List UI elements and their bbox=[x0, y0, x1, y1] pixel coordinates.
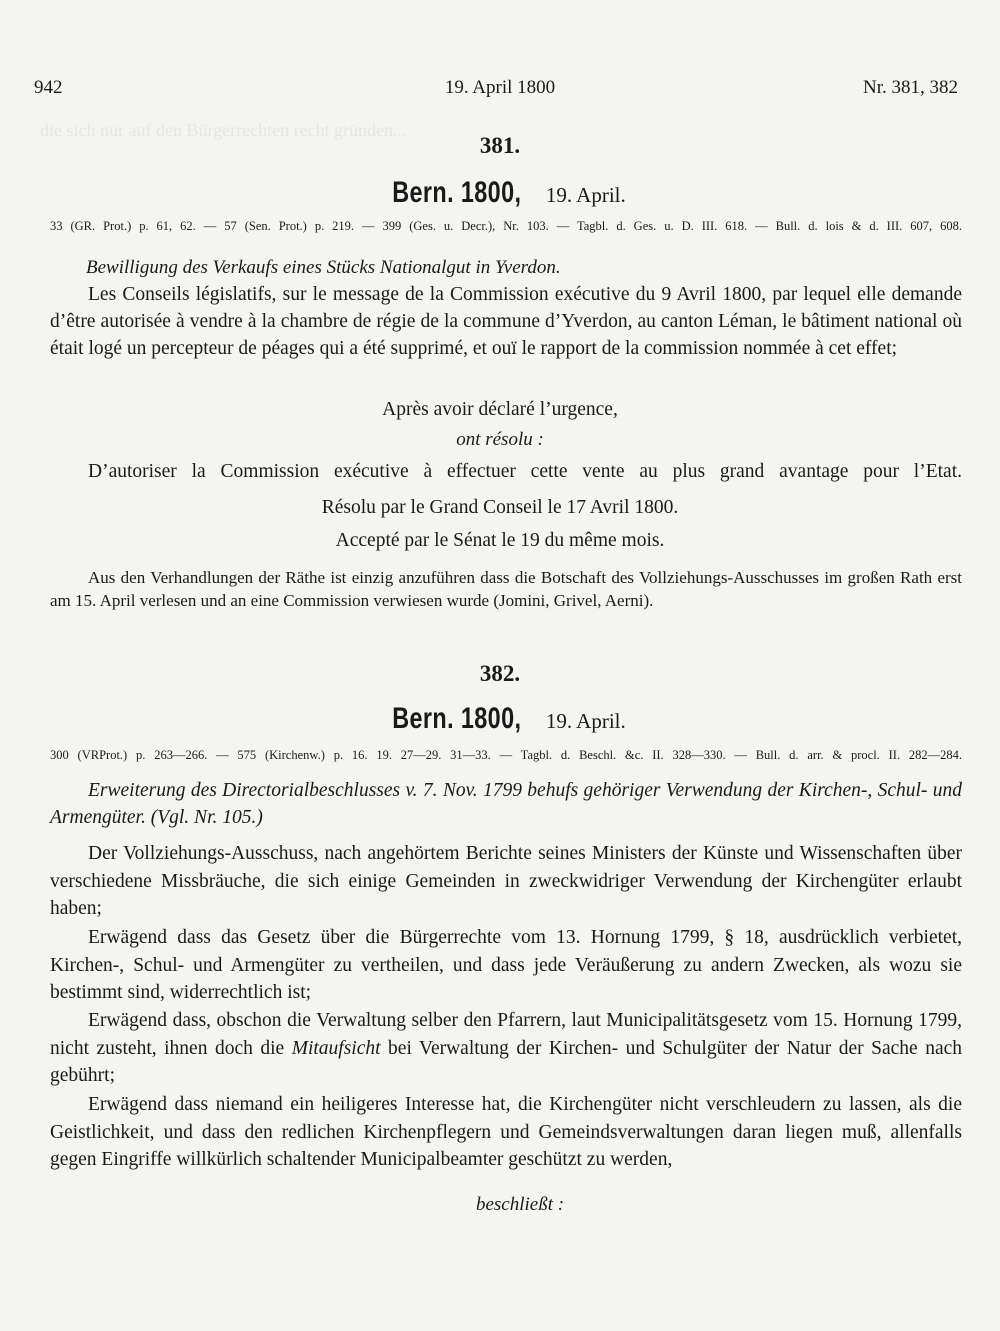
entry-382-date: 19. April. bbox=[545, 709, 626, 733]
entry-382-para-3-b: bei Verwaltung der Kirchen- und Schulgüter der Natur der Sache nach gebührt; bbox=[50, 1037, 962, 1086]
entry-382-number: 382. bbox=[479, 661, 521, 686]
page-number: 942 bbox=[34, 77, 63, 98]
entry-381-city: Bern. 1800, bbox=[392, 176, 522, 209]
entry-381-urgency: Après avoir déclaré l’urgence, bbox=[382, 399, 618, 420]
entry-numbers: Nr. 381, 382 bbox=[863, 77, 958, 98]
entry-381-preamble: Les Conseils législatifs, sur le message de la Commission exécutive du 9 Avril 1800, par lequel elle demande d’être autorisée à vendre à la chambre de régie de la commune d’Yverdon, au canton Léman, le bâtiment national où était logé un percepteur de péages qui a été supprimé, et ouï le rapport de la commission nommée à cet effet; bbox=[50, 284, 962, 360]
entry-382-heading bbox=[0, 702, 1000, 740]
entry-382-para-2: Erwägend dass das Gesetz über die Bürgerrechte vom 13. Hornung 1799, § 18, ausdrücklich verbietet, Kirchen-, Schul- und Armengüter zu vertheilen, und dass jede Veräußerung zu andern Zwecken, als wozu sie bestimmt sind, widerrechtlich ist; bbox=[50, 927, 962, 1003]
entry-382-resolves: beschließt : bbox=[475, 1194, 565, 1215]
entry-382-para-1: Der Vollziehungs-Ausschuss, nach angehörtem Berichte seines Ministers der Künste und Wissenschaften über verschiedene Missbräuche, die sich einige Gemeinden in zweckwidriger Verwendung der Kirchengüter erlaubt haben; bbox=[50, 843, 962, 919]
entry-381-number: 381. bbox=[479, 133, 521, 158]
entry-382-para-4: Erwägend dass niemand ein heiligeres Interesse hat, die Kirchengüter nicht verschleudern zu lassen, als die Geistlichkeit, und dass den redlichen Kirchenpflegern und Gemeindsverwaltungen daran liegen muß, allenfalls gegen Eingriffe willkürlich schaltender Municipalbeamter geschützt zu werden, bbox=[50, 1094, 962, 1170]
running-date: 19. April 1800 bbox=[444, 77, 556, 98]
entry-381-decision: D’autoriser la Commission exécutive à effectuer cette vente au plus grand avantage pour l’Etat. bbox=[88, 461, 962, 482]
entry-381-note: Aus den Verhandlungen der Räthe ist einzig anzuführen dass die Botschaft des Vollziehungs-Ausschusses im großen Rath erst am 15. April verlesen und an eine Commission verwiesen wurde (Jomini, Grivel, Aerni). bbox=[50, 568, 962, 610]
entry-382-city: Bern. 1800, bbox=[392, 702, 522, 735]
entry-381-title: Bewilligung des Verkaufs eines Stücks Nationalgut in Yverdon. bbox=[86, 257, 561, 278]
entry-381-date: 19. April. bbox=[545, 183, 626, 207]
entry-381-sources: 33 (GR. Prot.) p. 61, 62. — 57 (Sen. Prot.) p. 219. — 399 (Ges. u. Decr.), Nr. 103. — Tagbl. d. Ges. u. D. III. 618. — Bull. d. lois & d. III. 607, 608. bbox=[50, 219, 962, 233]
entry-381-grand-council: Résolu par le Grand Conseil le 17 Avril 1800. bbox=[321, 497, 679, 518]
entry-381-resolved: ont résolu : bbox=[456, 429, 544, 450]
entry-381-senate: Accepté par le Sénat le 19 du même mois. bbox=[335, 530, 665, 551]
entry-382-para-3-a: Erwägend dass, obschon die Verwaltung selber den Pfarrern, laut Municipalitätsgesetz vom 15. Hornung 1799, nicht zusteht, ihnen doch die bbox=[50, 1010, 962, 1059]
bleed-through: die sich nur auf den Bürgerrechten recht gründen... bbox=[40, 120, 407, 140]
entry-382-title: Erweiterung des Directorialbeschlusses v. 7. Nov. 1799 behufs gehöriger Verwendung der Kirchen-, Schul- und Armengüter. (Vgl. Nr. 105.) bbox=[50, 780, 962, 828]
entry-382-sources: 300 (VRProt.) p. 263—266. — 575 (Kirchenw.) p. 16. 19. 27—29. 31—33. — Tagbl. d. Beschl. &c. II. 328—330. — Bull. d. arr. & procl. II. 282—284. bbox=[50, 748, 962, 762]
entry-382-para-3 bbox=[50, 1007, 962, 1090]
entry-381-heading bbox=[0, 176, 1000, 214]
entry-382-para-3-emphasis: Mitaufsicht bbox=[291, 1037, 381, 1059]
